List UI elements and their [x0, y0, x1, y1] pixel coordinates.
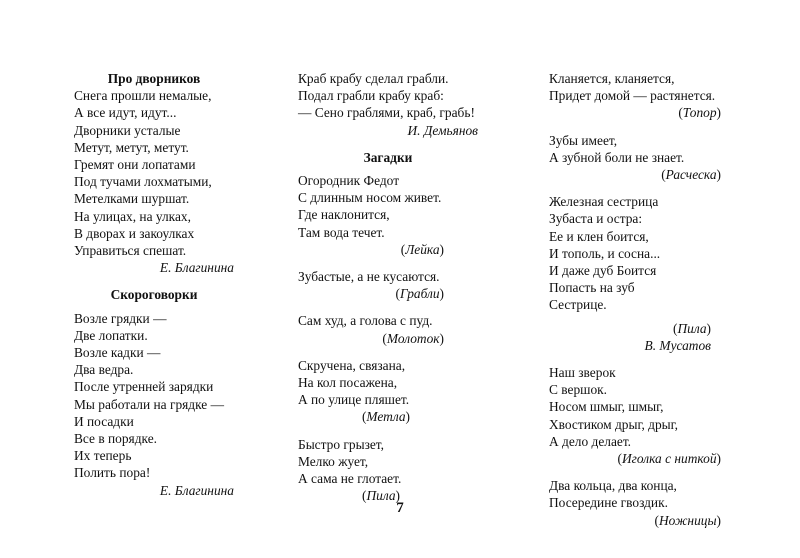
- section-title: Скороговорки: [110, 287, 198, 303]
- riddle-line: Сам худ, а голова с пуд.: [298, 313, 433, 329]
- poem-line: Под тучами лохматыми,: [74, 174, 212, 190]
- poem-line: После утренней зарядки: [74, 379, 214, 395]
- riddle-line: Наш зверок: [549, 365, 616, 381]
- poem-line: Снега прошли немалые,: [74, 88, 212, 104]
- riddle-line: Сестрице.: [549, 297, 607, 313]
- poem-line: Возле кадки —: [74, 345, 161, 361]
- riddle-line: Посередине гвоздик.: [549, 495, 668, 511]
- riddle-line: А дело делает.: [549, 433, 632, 449]
- riddle-answer: (Топор): [678, 105, 721, 121]
- section-title: Загадки: [363, 149, 413, 165]
- riddle-line: С вершок.: [549, 382, 608, 398]
- riddle-answer: (Пила): [361, 488, 400, 504]
- riddle-line: А по улице пляшет.: [298, 392, 410, 408]
- riddle-line: Два кольца, два конца,: [549, 478, 677, 494]
- poem-line: В дворах и закоулках: [74, 225, 195, 241]
- riddle-line: Зубастые, а не кусаются.: [298, 269, 440, 285]
- poem-line: Метелками шуршат.: [74, 191, 190, 207]
- column-2: [298, 70, 478, 504]
- riddle-line: Придет домой — растянется.: [549, 88, 716, 104]
- poem-line: Гремят они лопатами: [74, 157, 196, 173]
- poem-author: Е. Благинина: [159, 482, 234, 498]
- poem-line: — Сено граблями, краб, грабь!: [298, 105, 475, 121]
- poem-line: Полить пора!: [74, 465, 151, 481]
- riddle-line: А сама не глотает.: [298, 471, 402, 487]
- riddle-answer: (Расческа): [661, 167, 721, 183]
- riddle-author: В. Мусатов: [644, 337, 711, 353]
- poem-line: Мы работали на грядке —: [74, 396, 224, 412]
- riddle-line: Скручена, связана,: [298, 357, 406, 373]
- riddle-line: А зубной боли не знает.: [549, 149, 685, 165]
- riddle-line: Зубаста и остра:: [549, 211, 643, 227]
- riddle-answer: (Ножницы): [654, 512, 721, 528]
- poem-line: Метут, метут, метут.: [74, 139, 189, 155]
- riddle-line: Кланяется, кланяется,: [549, 71, 675, 86]
- riddle-line: Огородник Федот: [298, 173, 400, 189]
- riddle-line: Мелко жует,: [298, 453, 369, 469]
- riddle-answer: (Пила): [672, 320, 711, 336]
- riddle-answer: (Молоток): [382, 330, 444, 346]
- poem-line: Дворники усталые: [74, 122, 181, 138]
- riddle-answer: (Лейка): [400, 241, 444, 257]
- riddle-line: Где наклонится,: [298, 207, 390, 223]
- riddle-line: Хвостиком дрыг, дрыг,: [549, 416, 678, 432]
- riddle-line: Ее и клен боится,: [549, 228, 649, 244]
- poem-author: И. Демьянов: [407, 122, 478, 138]
- poem-line: Два ведра.: [74, 362, 134, 378]
- riddle-line: Попасть на зуб: [549, 280, 635, 296]
- column-1: [74, 70, 234, 499]
- riddle-line: Зубы имеет,: [549, 132, 618, 148]
- poem-line: Все в порядке.: [74, 431, 157, 447]
- poem-line: Их теперь: [74, 448, 132, 464]
- poem-title: Про дворников: [107, 71, 201, 86]
- riddle-answer: (Иголка с ниткой): [617, 451, 721, 467]
- riddle-line: Носом шмыг, шмыг,: [549, 399, 664, 415]
- riddle-line: И даже дуб Боится: [549, 263, 657, 279]
- riddle-line: И тополь, и сосна...: [549, 245, 661, 261]
- poem-line: Возле грядки —: [74, 310, 167, 326]
- poem-line: Управиться спешат.: [74, 243, 187, 259]
- riddle-line: Быстро грызет,: [298, 436, 384, 452]
- riddle-line: Железная сестрица: [549, 194, 659, 210]
- poem-line: На улицах, на улках,: [74, 208, 191, 224]
- riddle-line: С длинным носом живет.: [298, 190, 442, 206]
- riddle-answer: (Метла): [361, 409, 410, 425]
- poem-line: А все идут, идут...: [74, 105, 177, 121]
- column-3: [549, 70, 721, 529]
- riddle-line: Там вода течет.: [298, 224, 385, 240]
- page-number: 7: [396, 500, 404, 516]
- riddle-line: На кол посажена,: [298, 375, 398, 391]
- riddle-answer: (Грабли): [395, 286, 444, 302]
- poem-line: Краб крабу сделал грабли.: [298, 71, 449, 86]
- poem-line: Подал грабли крабу краб:: [298, 88, 444, 104]
- poem-line: И посадки: [74, 413, 134, 429]
- poem-author: Е. Благинина: [159, 260, 234, 276]
- poem-line: Две лопатки.: [74, 327, 148, 343]
